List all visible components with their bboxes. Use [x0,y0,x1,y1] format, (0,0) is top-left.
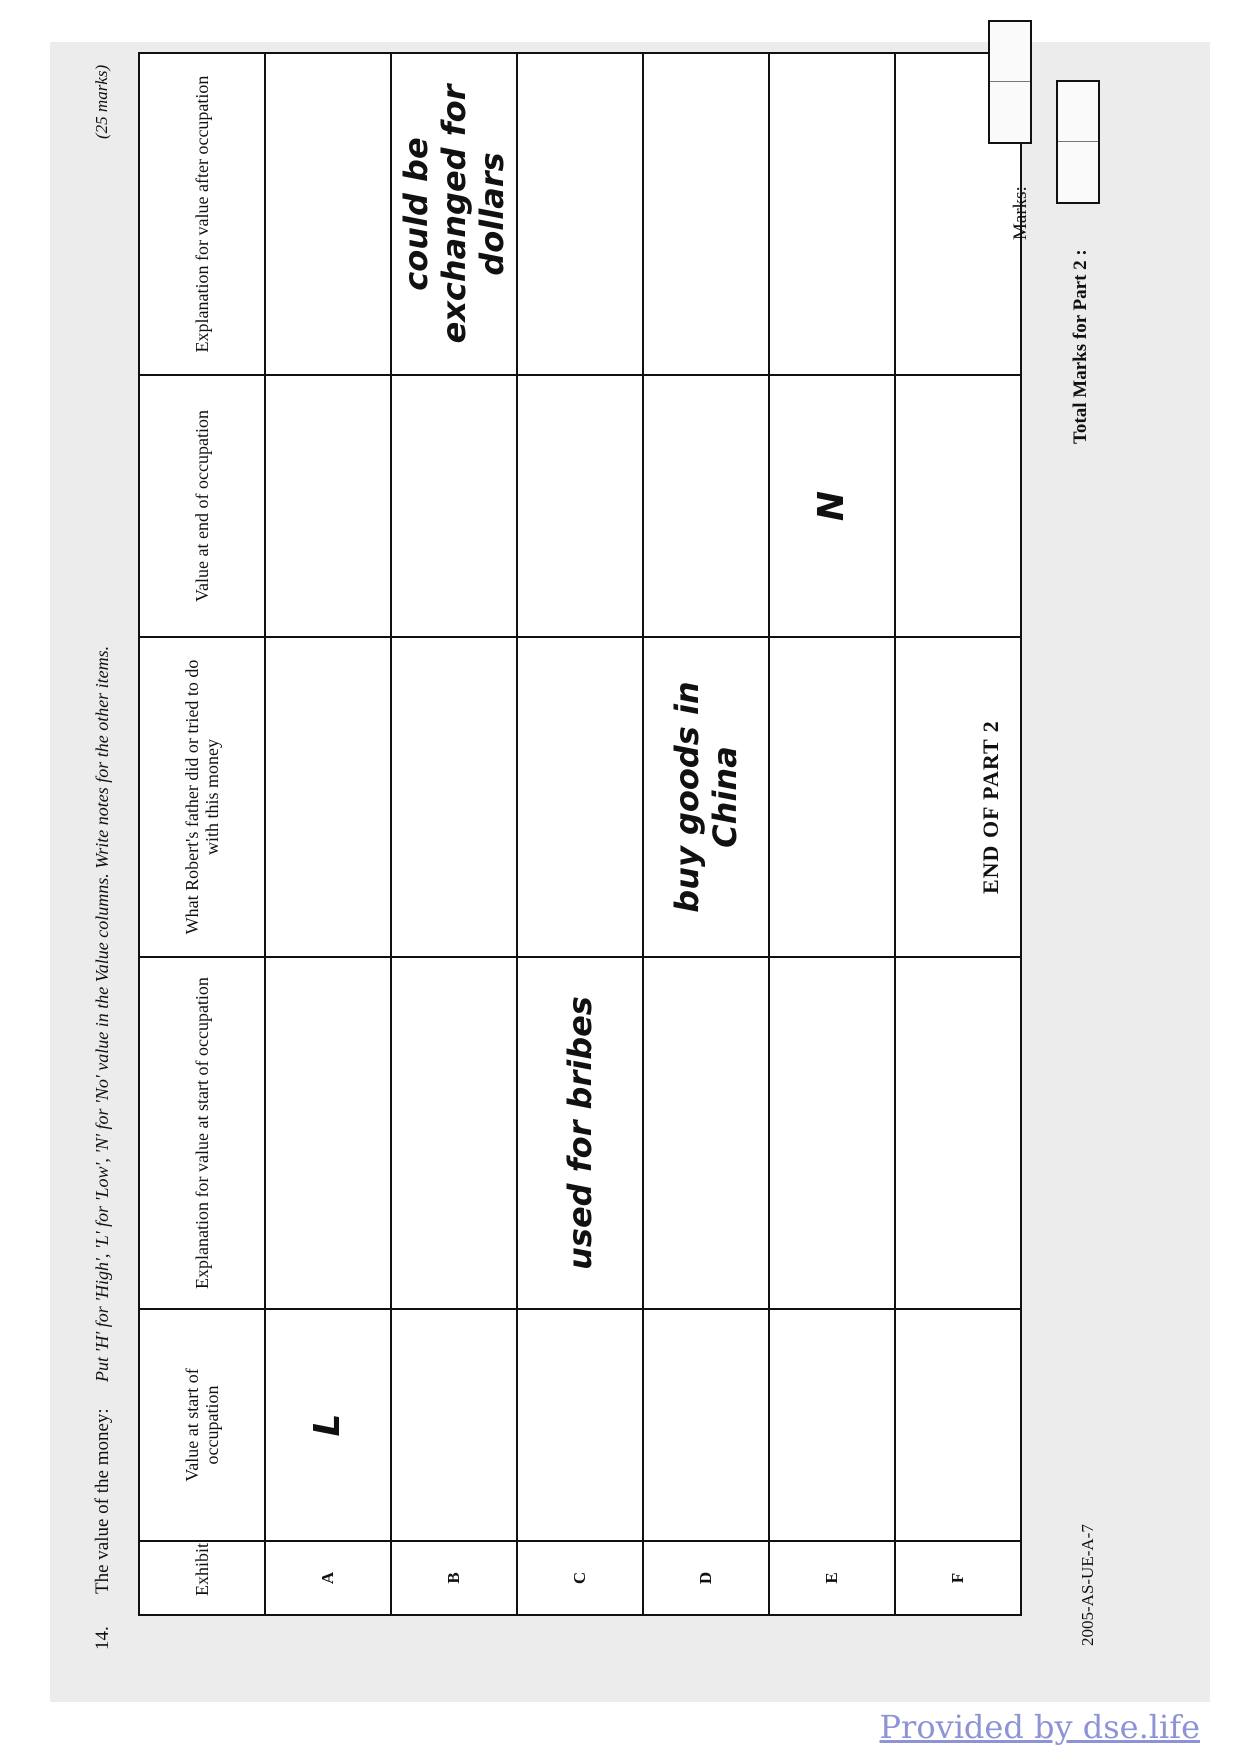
marks-label: Marks: [1010,186,1031,240]
exhibit-label: D [696,1571,715,1585]
value-end-cell[interactable] [391,375,517,637]
value-end-cell[interactable] [265,375,391,637]
handwritten-answer: N [811,490,852,522]
header-exhibit: Exhibit [139,1541,265,1615]
header-what-did: What Robert's father did or tried to do with this money [139,637,265,957]
explanation-start-cell[interactable] [517,957,643,1309]
explanation-start-cell[interactable] [895,957,1021,1309]
value-end-cell[interactable] [895,375,1021,637]
explanation-start-cell[interactable] [769,957,895,1309]
end-of-part-text: END OF PART 2 [978,720,1003,894]
value-start-cell[interactable] [895,1309,1021,1541]
total-marks-box[interactable] [1056,80,1100,204]
exhibit-cell [643,1541,769,1615]
exhibit-label: A [318,1571,337,1585]
exhibit-cell [895,1541,1021,1615]
total-marks-label: Total Marks for Part 2 : [1070,249,1091,444]
table-row [643,53,769,1615]
table-header-row [139,53,265,1615]
table-row [391,53,517,1615]
explanation-start-cell[interactable] [391,957,517,1309]
exhibit-cell [769,1541,895,1615]
header-value-start: Value at start of occupation [139,1309,265,1541]
handwritten-answer: could be exchanged for dollars [397,84,511,344]
header-value-end: Value at end of occupation [139,375,265,637]
exhibit-label: B [444,1572,463,1584]
what-did-cell[interactable] [769,637,895,957]
handwritten-answer: buy goods in China [668,681,744,913]
question-instruction: Put 'H' for 'High', 'L' for 'Low', 'N' for 'No' value in the Value columns. Write notes for the other items. [92,645,112,1382]
provider-link[interactable]: Provided by dse.life [879,1708,1200,1746]
footer-code: 2005-AS-UE-A-7 [1078,1524,1097,1646]
value-end-cell[interactable] [517,375,643,637]
explanation-start-cell[interactable] [265,957,391,1309]
value-start-cell[interactable] [643,1309,769,1541]
what-did-cell[interactable] [265,637,391,957]
table-row [769,53,895,1615]
what-did-cell[interactable] [643,637,769,957]
answer-table [138,52,1022,1616]
value-start-cell[interactable] [265,1309,391,1541]
handwritten-answer: L [307,1413,348,1437]
exhibit-label: F [948,1572,967,1584]
value-start-cell[interactable] [769,1309,895,1541]
explanation-after-cell[interactable] [391,53,517,375]
header-explanation-start: Explanation for value at start of occupation [139,957,265,1309]
table-row [265,53,391,1615]
exhibit-label: C [570,1571,589,1585]
value-start-cell[interactable] [517,1309,643,1541]
table-row [517,53,643,1615]
exhibit-cell [517,1541,643,1615]
exhibit-label: E [822,1572,841,1584]
explanation-after-cell[interactable] [517,53,643,375]
question-title: The value of the money: [92,1408,113,1594]
exhibit-cell [391,1541,517,1615]
explanation-after-cell[interactable] [769,53,895,375]
value-end-cell[interactable] [643,375,769,637]
provider-credit [880,1708,1200,1746]
rotated-exam-page [80,64,1120,1664]
what-did-cell[interactable] [517,637,643,957]
question-marks: (25 marks) [92,64,111,139]
explanation-start-cell[interactable] [643,957,769,1309]
what-did-cell[interactable] [391,637,517,957]
exhibit-cell [265,1541,391,1615]
question-number: 14. [92,1626,113,1650]
marks-box[interactable] [988,20,1032,144]
value-start-cell[interactable] [391,1309,517,1541]
handwritten-answer: used for bribes [561,996,599,1270]
value-end-cell[interactable] [769,375,895,637]
header-explanation-after: Explanation for value after occupation [139,53,265,375]
explanation-after-cell[interactable] [265,53,391,375]
explanation-after-cell[interactable] [643,53,769,375]
